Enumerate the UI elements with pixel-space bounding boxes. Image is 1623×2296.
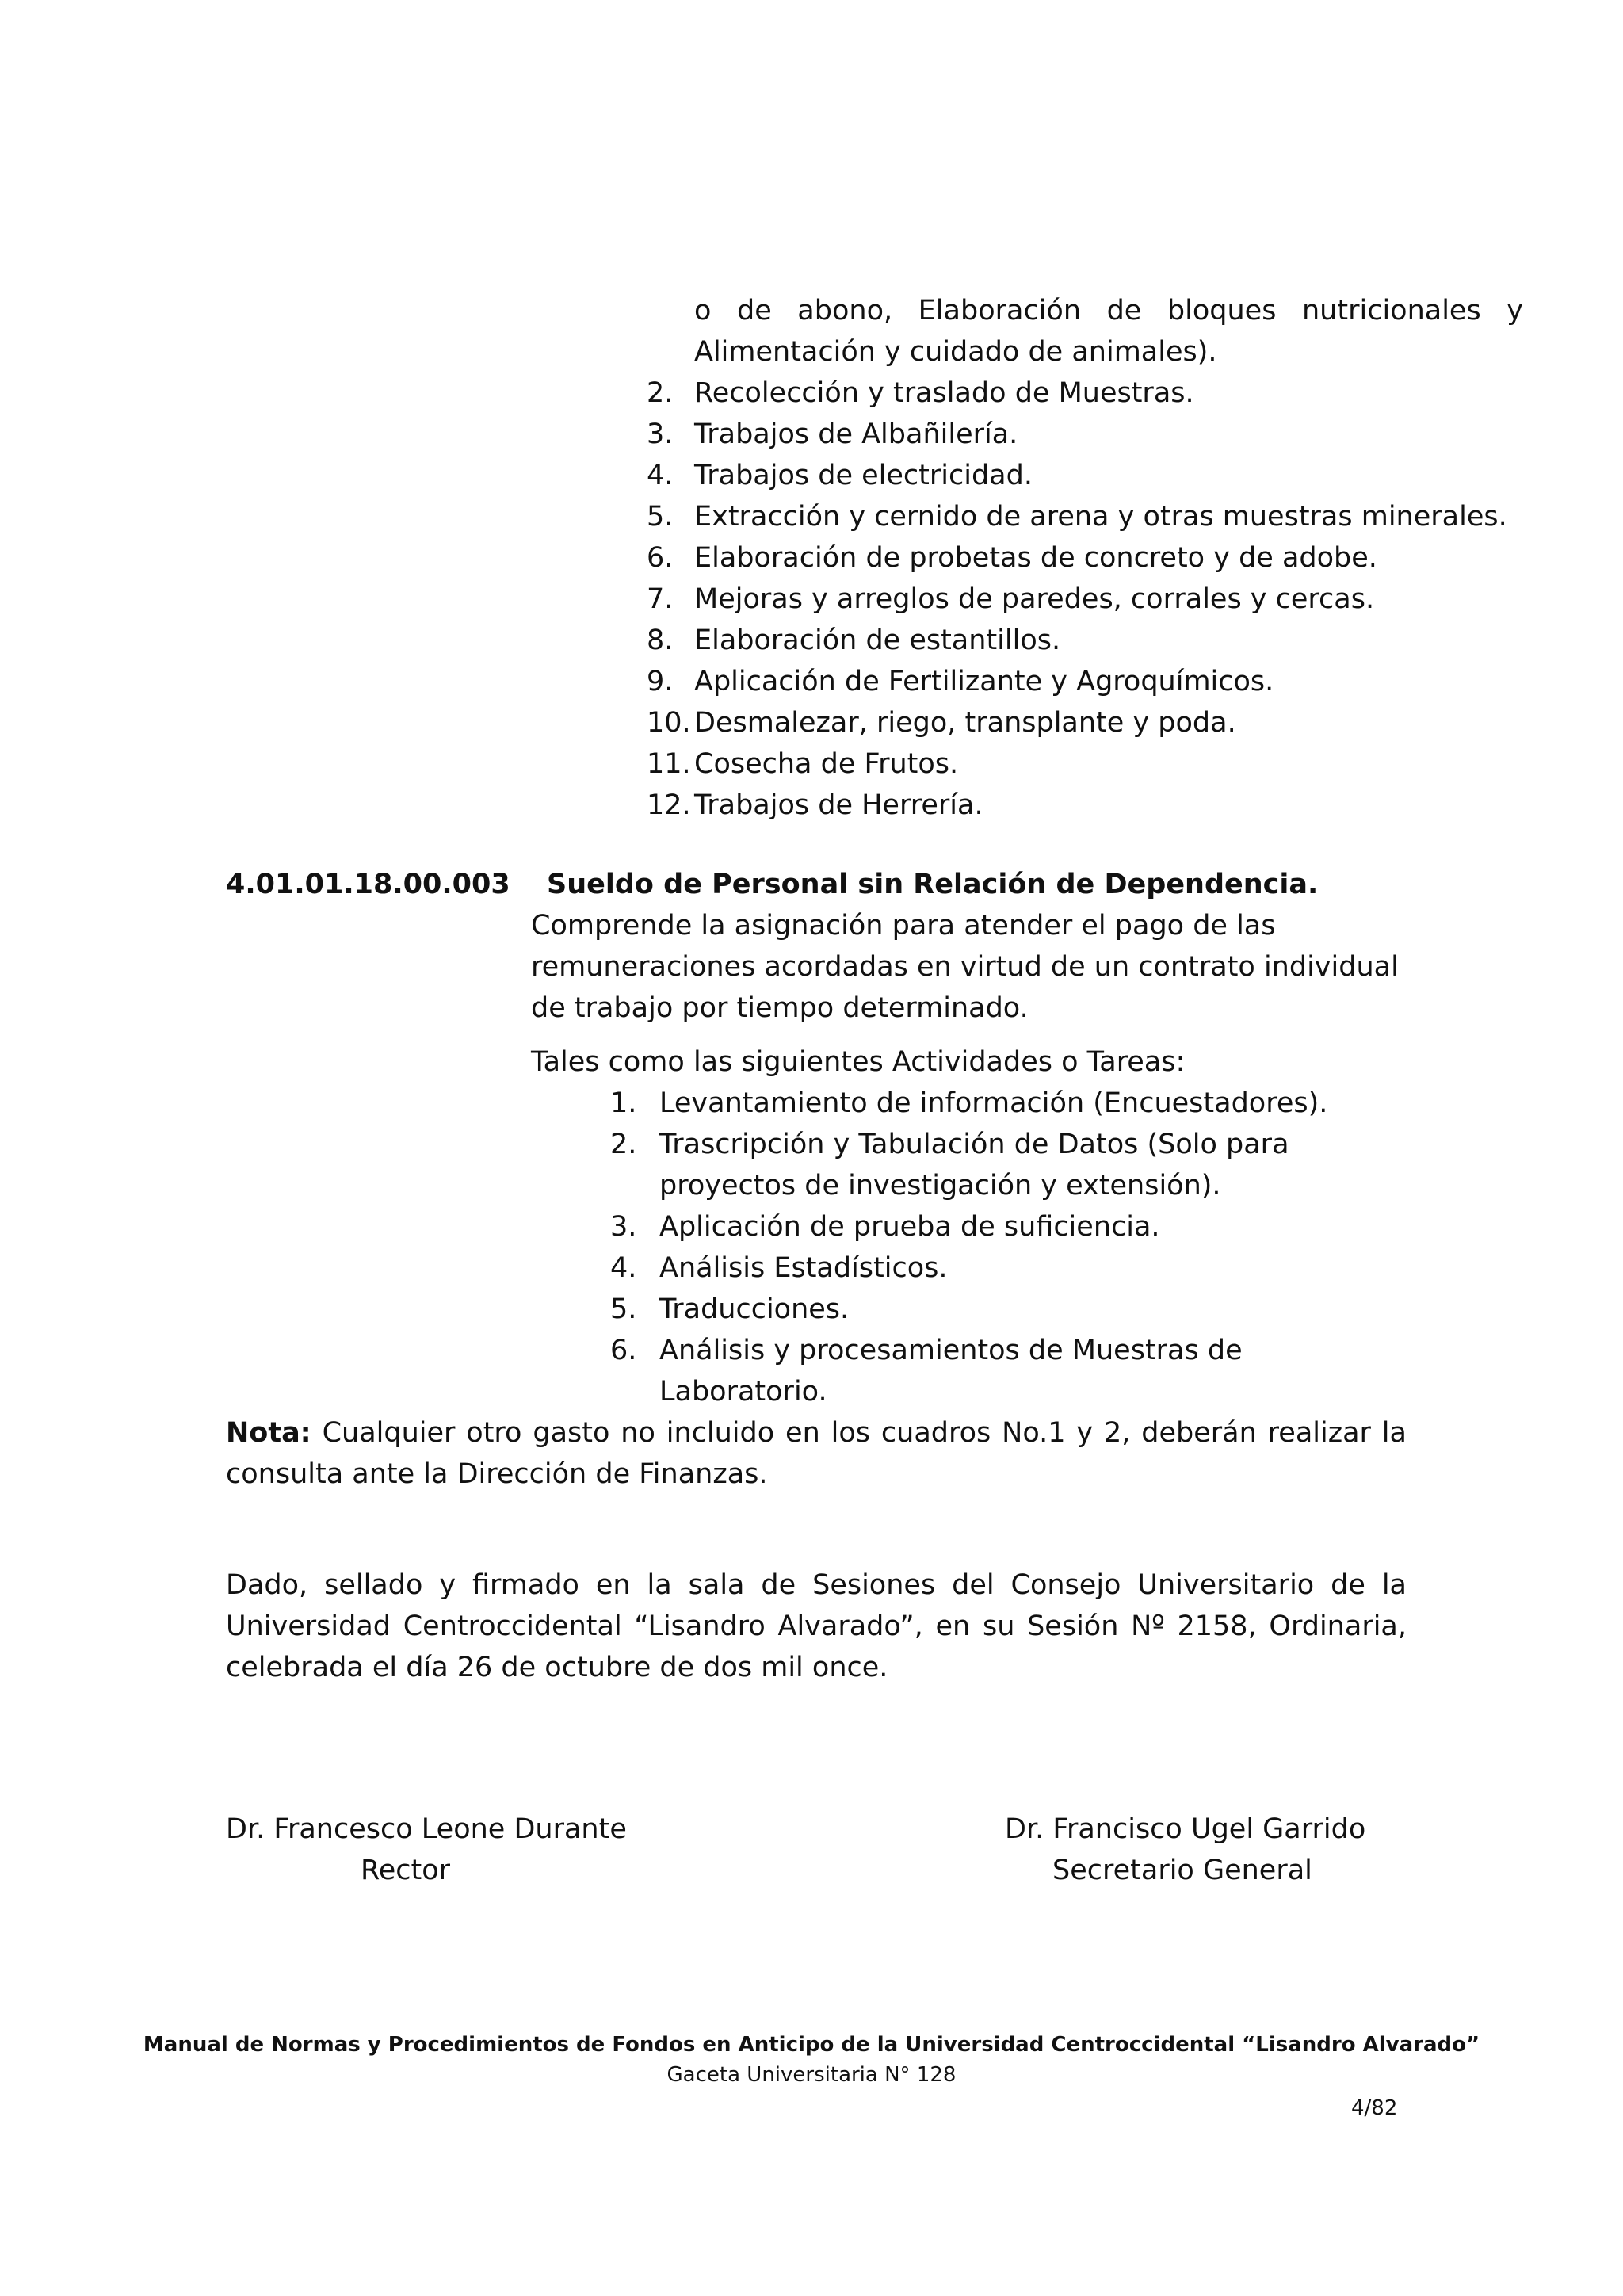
task-number: 2. bbox=[610, 1129, 637, 1160]
note-line-2: consulta ante la Dirección de Finanzas. bbox=[226, 1458, 768, 1490]
list-item-number: 5. bbox=[647, 501, 674, 533]
task-item: Levantamiento de información (Encuestadores). bbox=[659, 1087, 1328, 1119]
list-item: Desmalezar, riego, transplante y poda. bbox=[694, 707, 1236, 739]
signature-left-name: Dr. Francesco Leone Durante bbox=[226, 1813, 627, 1845]
section-description-line-2: remuneraciones acordadas en virtud de un contrato individual bbox=[531, 951, 1399, 983]
list-item: Elaboración de estantillos. bbox=[694, 625, 1061, 656]
note-text: Cualquier otro gasto no incluido en los cuadros No.1 y 2, deberán realizar la bbox=[322, 1417, 1407, 1449]
signature-right-role: Secretario General bbox=[1052, 1855, 1312, 1886]
note-line-1 bbox=[226, 1412, 1407, 1454]
list-item-number: 7. bbox=[647, 583, 674, 615]
task-item: Análisis Estadísticos. bbox=[659, 1252, 948, 1284]
list-item: Elaboración de probetas de concreto y de adobe. bbox=[694, 542, 1377, 574]
signature-left-role: Rector bbox=[361, 1855, 451, 1886]
note-block bbox=[226, 1412, 1407, 1495]
continuation-line-2: Alimentación y cuidado de animales). bbox=[694, 336, 1217, 368]
signature-right-name: Dr. Francisco Ugel Garrido bbox=[1005, 1813, 1366, 1845]
list-item: Trabajos de Herrería. bbox=[694, 789, 983, 821]
list-item-number: 9. bbox=[647, 666, 674, 697]
task-number: 3. bbox=[610, 1211, 637, 1243]
list-item-number: 11. bbox=[647, 748, 691, 780]
list-item: Cosecha de Frutos. bbox=[694, 748, 959, 780]
closing-line-1: Dado, sellado y firmado en la sala de Sesiones del Consejo Universitario de la bbox=[226, 1569, 1407, 1601]
task-number: 6. bbox=[610, 1335, 637, 1366]
list-item: Mejoras y arreglos de paredes, corrales y cercas. bbox=[694, 583, 1375, 615]
note-label: Nota: bbox=[226, 1417, 311, 1449]
task-item: Aplicación de prueba de suficiencia. bbox=[659, 1211, 1160, 1243]
list-item-number: 12. bbox=[647, 789, 691, 821]
list-item: Trabajos de Albañilería. bbox=[694, 418, 1018, 450]
section-code: 4.01.01.18.00.003 bbox=[226, 869, 510, 900]
footer-subtitle: Gaceta Universitaria N° 128 bbox=[666, 2063, 957, 2087]
task-item: Análisis y procesamientos de Muestras de bbox=[659, 1335, 1243, 1366]
list-item-number: 2. bbox=[647, 377, 674, 409]
closing-paragraph bbox=[226, 1564, 1407, 1688]
list-item: Extracción y cernido de arena y otras muestras minerales. bbox=[694, 501, 1507, 533]
list-a-continuation bbox=[694, 290, 1523, 372]
page-number: 4/82 bbox=[1351, 2096, 1398, 2120]
list-item-number: 10. bbox=[647, 707, 691, 739]
footer-title: Manual de Normas y Procedimientos de Fondos en Anticipo de la Universidad Centroccidental “Lisandro Alvarado” bbox=[143, 2033, 1480, 2057]
task-item: Traducciones. bbox=[659, 1293, 850, 1325]
closing-line-2: Universidad Centroccidental “Lisandro Alvarado”, en su Sesión Nº 2158, Ordinaria, bbox=[226, 1610, 1407, 1642]
task-number: 4. bbox=[610, 1252, 637, 1284]
section-description-line-3: de trabajo por tiempo determinado. bbox=[531, 992, 1029, 1024]
list-item-number: 8. bbox=[647, 625, 674, 656]
task-item-continuation: Laboratorio. bbox=[659, 1376, 827, 1408]
section-description-line-1: Comprende la asignación para atender el pago de las bbox=[531, 910, 1276, 942]
continuation-line-1: o de abono, Elaboración de bloques nutricionales y bbox=[694, 295, 1523, 327]
task-item-continuation: proyectos de investigación y extensión). bbox=[659, 1170, 1221, 1201]
tasks-intro: Tales como las siguientes Actividades o Tareas: bbox=[531, 1046, 1186, 1078]
section-title: Sueldo de Personal sin Relación de Dependencia. bbox=[547, 869, 1319, 900]
list-item: Aplicación de Fertilizante y Agroquímicos. bbox=[694, 666, 1274, 697]
task-number: 5. bbox=[610, 1293, 637, 1325]
list-item-number: 4. bbox=[647, 460, 674, 491]
list-item-number: 6. bbox=[647, 542, 674, 574]
list-item: Trabajos de electricidad. bbox=[694, 460, 1033, 491]
list-item: Recolección y traslado de Muestras. bbox=[694, 377, 1194, 409]
task-item: Trascripción y Tabulación de Datos (Solo para bbox=[659, 1129, 1289, 1160]
task-number: 1. bbox=[610, 1087, 637, 1119]
list-item-number: 3. bbox=[647, 418, 674, 450]
closing-line-3: celebrada el día 26 de octubre de dos mil once. bbox=[226, 1652, 888, 1683]
